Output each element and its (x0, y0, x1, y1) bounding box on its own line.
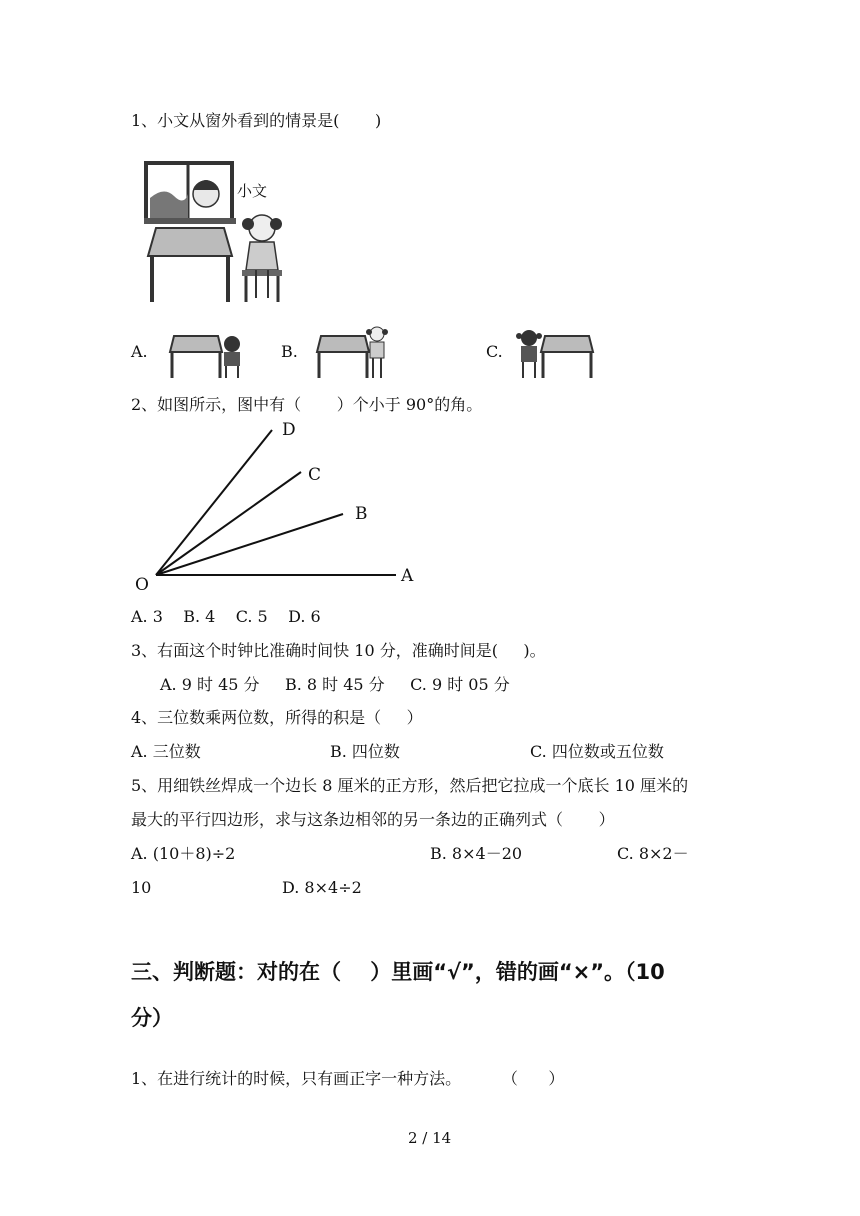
ray-oc (156, 472, 301, 575)
q1-option-a-image (166, 330, 246, 380)
q1-option-a-label: A. (131, 342, 148, 361)
q5-option-c-continued: 10 (131, 878, 152, 897)
q4-question: 4、三位数乘两位数，所得的积是（ ） (131, 708, 423, 727)
section-3-q1: 1、在进行统计的时候，只有画正字一种方法。 （ ） (131, 1069, 565, 1088)
q5-option-a: A. (10＋8)÷2 (131, 844, 236, 863)
q1-question: 1、小文从窗外看到的情景是( ) (131, 111, 382, 130)
q1-option-b-image (313, 324, 393, 380)
q5-line-2: 最大的平行四边形，求与这条边相邻的另一条边的正确列式（ ） (131, 810, 615, 829)
q4-option-a: A. 三位数 (131, 742, 201, 761)
section-3-heading-line-2: 分） (131, 1006, 173, 1030)
q2-label-a: A (401, 566, 414, 586)
q2-angle-diagram (131, 418, 431, 598)
q2-label-d: D (282, 420, 296, 440)
page-number: 2 / 14 (408, 1129, 452, 1147)
q5-line-1: 5、用细铁丝焊成一个边长 8 厘米的正方形，然后把它拉成一个底长 10 厘米的 (131, 776, 689, 795)
q1-option-b-label: B. (281, 342, 298, 361)
q2-options: A. 3 B. 4 C. 5 D. 6 (131, 607, 321, 626)
section-3-heading-line-1: 三、判断题：对的在（ ）里画“√”，错的画“×”。（10 (131, 960, 665, 984)
q3-question: 3、右面这个时钟比准确时间快 10 分，准确时间是( )。 (131, 641, 546, 660)
q1-option-c-image (515, 326, 595, 380)
q5-option-b: B. 8×4－20 (430, 844, 523, 863)
q3-options: A. 9 时 45 分 B. 8 时 45 分 C. 9 时 05 分 (160, 675, 510, 694)
q4-option-b: B. 四位数 (330, 742, 400, 761)
ray-ob (156, 514, 343, 575)
q5-option-d: D. 8×4÷2 (282, 878, 362, 897)
ray-od (156, 430, 272, 575)
q2-label-c: C (308, 465, 322, 485)
q2-label-o: O (135, 575, 149, 595)
q2-question: 2、如图所示，图中有（ ）个小于 90°的角。 (131, 395, 483, 414)
q2-label-b: B (355, 504, 368, 524)
q1-option-c-label: C. (486, 342, 503, 361)
q5-option-c: C. 8×2－ (617, 844, 689, 863)
q1-illustration (144, 158, 294, 308)
q4-option-c: C. 四位数或五位数 (530, 742, 664, 761)
q1-illustration-label: 小文 (237, 182, 268, 200)
